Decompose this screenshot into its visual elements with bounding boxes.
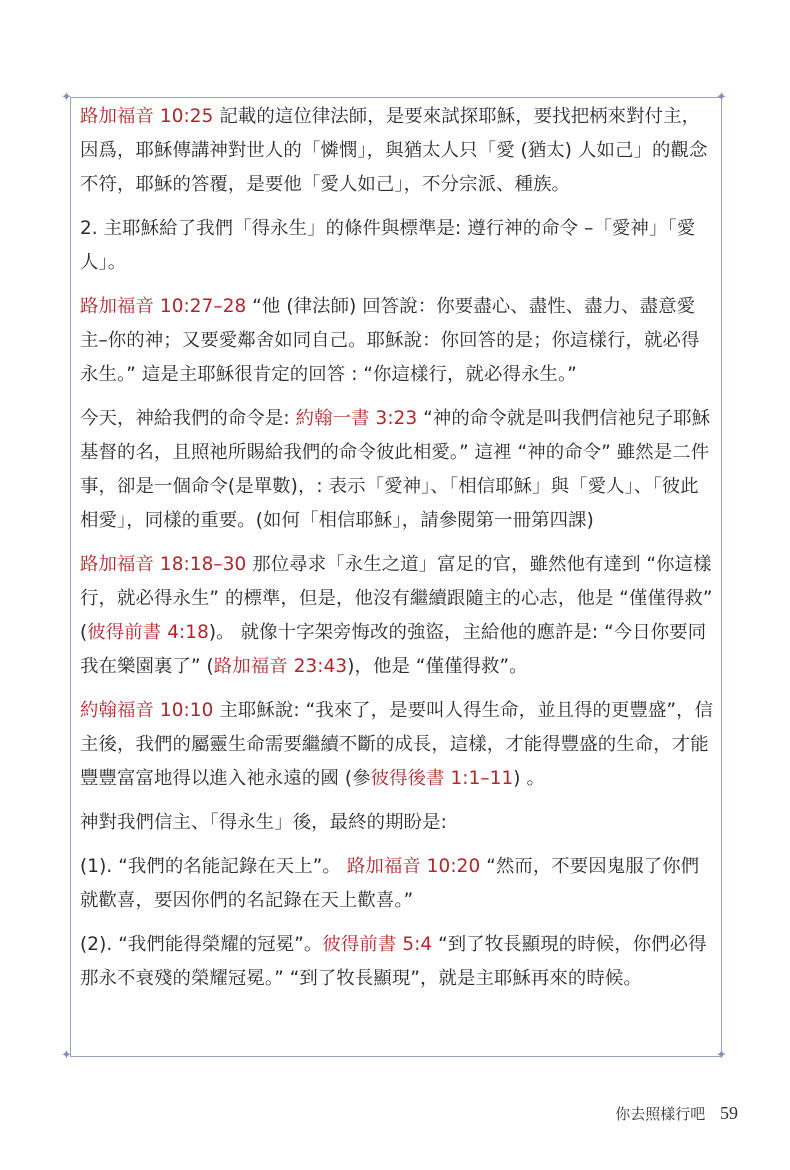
paragraph xyxy=(80,806,716,840)
paragraph xyxy=(80,100,716,202)
paragraph-text: “到了牧長顯現的時候，你們必得那永不衰殘的榮耀冠冕。” “到了牧長顯現”，就是主耶穌再來的時候。 xyxy=(80,934,707,989)
book-title: 你去照樣行吧 xyxy=(615,1105,706,1123)
paragraph xyxy=(80,850,716,918)
page-footer xyxy=(615,1103,738,1124)
corner-ornament-icon: ✦ xyxy=(61,1048,72,1063)
paragraph-text: )。 就像十字架旁悔改的強盜，主給他的應許是: “今日你要同我在樂園裏了” ( xyxy=(80,622,707,677)
scripture-reference: 路加福音 10:20 xyxy=(346,856,481,877)
paragraph-text: ) 。 xyxy=(513,768,546,789)
scripture-reference: 約翰福音 10:10 xyxy=(80,700,214,721)
paragraph-text: 2. 主耶穌給了我們「得永生」的條件與標準是: 遵行神的命令 –「愛神」「愛人」。 xyxy=(80,218,696,273)
page-number: 59 xyxy=(720,1103,738,1123)
corner-ornament-icon: ✦ xyxy=(716,1048,727,1063)
paragraph-text: 記載的這位律法師，是要來試探耶穌，要找把柄來對付主，因爲，耶穌傳講神對世人的「憐憫」，與猶太人只「愛 (猶太) 人如己」的觀念不符，耶穌的答覆，是要他「愛人如己」，不分宗派、種族。 xyxy=(80,106,708,195)
scripture-reference: 彼得前書 4:18 xyxy=(87,622,209,643)
scripture-reference: 約翰一書 3:23 xyxy=(295,408,418,429)
scripture-reference: 路加福音 10:25 xyxy=(80,106,214,127)
corner-ornament-icon: ✦ xyxy=(716,90,727,105)
scripture-reference: 路加福音 23:43 xyxy=(213,656,348,677)
main-text xyxy=(80,100,716,1006)
paragraph-text: (2). “我們能得榮耀的冠冕”。 xyxy=(80,934,323,955)
paragraph xyxy=(80,694,716,796)
paragraph xyxy=(80,402,716,538)
paragraph-text: 神對我們信主、「得永生」後，最終的期盼是: xyxy=(80,812,447,833)
paragraph xyxy=(80,548,716,684)
paragraph-text: “他 (律法師) 回答說：你要盡心、盡性、盡力、盡意愛主–你的神；又要愛鄰舍如同自己。耶穌說：你回答的是；你這樣行，就必得永生。” 這是主耶穌很肯定的回答 : “你這樣行，就必得永生。” xyxy=(80,296,700,385)
scripture-reference: 彼得前書 5:4 xyxy=(322,934,433,955)
scripture-reference: 路加福音 10:27–28 xyxy=(80,296,247,317)
paragraph-text: “神的命令就是叫我們信祂兒子耶穌基督的名，且照祂所賜給我們的命令彼此相愛。” 這裡 “神的命令” 雖然是二件事，卻是一個命令(是單數)，: 表示「愛神」、「相信耶穌」與「愛人」、「彼此相愛」，同樣的重要。(如何「相信耶穌」，請參閱第一冊第四課) xyxy=(80,408,711,531)
paragraph xyxy=(80,212,716,280)
paragraph-text: 今天，神給我們的命令是: xyxy=(80,408,296,429)
paragraph xyxy=(80,290,716,392)
paragraph-text: 那位尋求「永生之道」富足的官，雖然他有達到 “你這樣行，就必得永生” 的標準，但是，他沒有繼續跟隨主的心志，他是 “僅僅得救” ( xyxy=(80,554,713,643)
scripture-reference: 彼得後書 1:1–11 xyxy=(370,768,514,789)
paragraph-text: 主耶穌說: “我來了，是要叫人得生命，並且得的更豐盛”，信主後，我們的屬靈生命需要繼續不斷的成長，這樣，才能得豐盛的生命，才能豐豐富富地得以進入祂永遠的國 (參 xyxy=(80,700,714,789)
paragraph-text: )，他是 “僅僅得救”。 xyxy=(347,656,528,677)
scripture-reference: 路加福音 18:18–30 xyxy=(80,554,247,575)
paragraph-text: (1). “我們的名能記錄在天上”。 xyxy=(80,856,347,877)
paragraph-text: “然而，不要因鬼服了你們就歡喜，要因你們的名記錄在天上歡喜。” xyxy=(80,856,700,911)
corner-ornament-icon: ✦ xyxy=(61,90,72,105)
paragraph xyxy=(80,928,716,996)
